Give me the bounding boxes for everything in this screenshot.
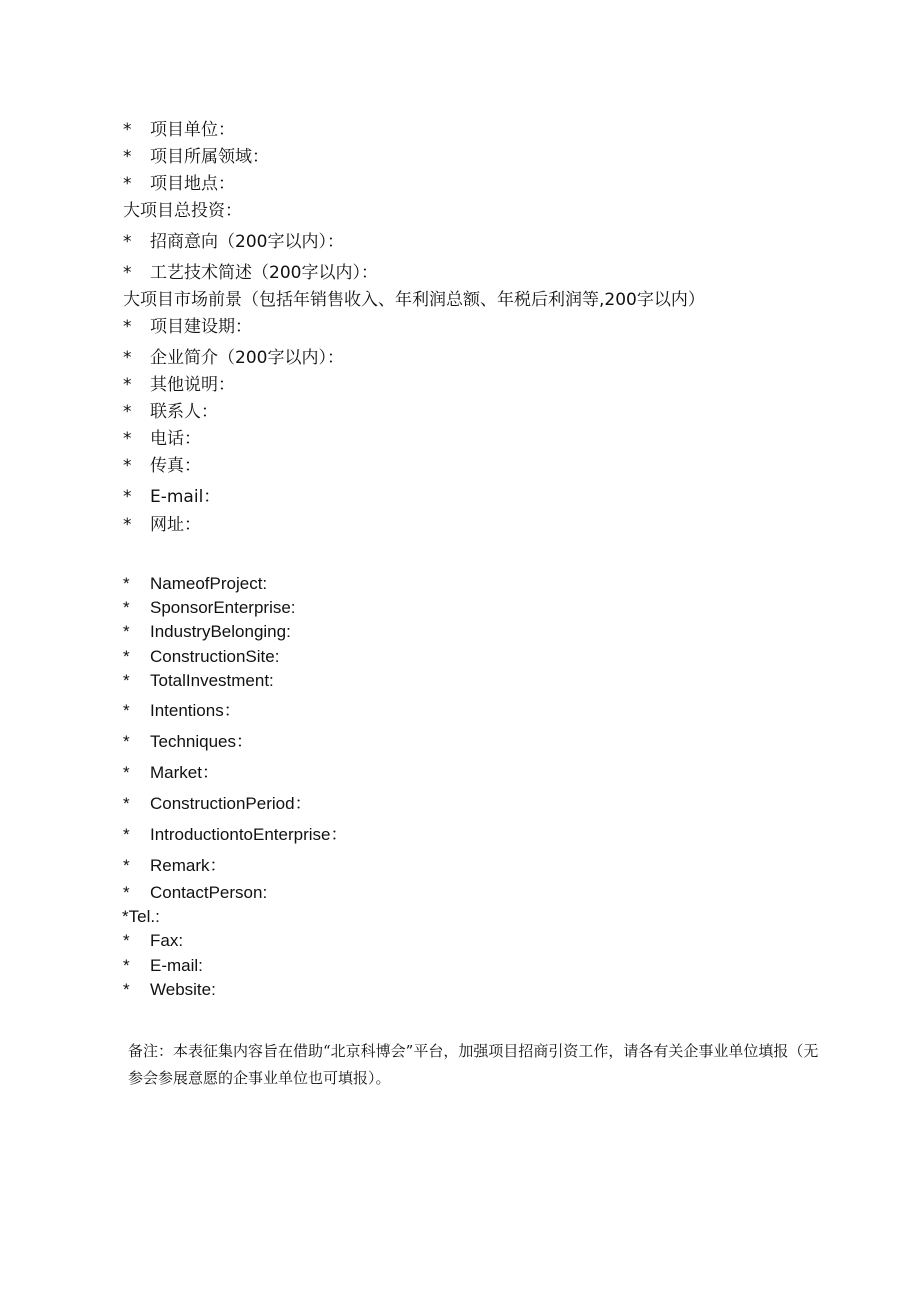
en-field-item (123, 700, 241, 722)
bullet-star: * (123, 647, 130, 666)
field-label: 电话： (150, 429, 201, 449)
en-field-item (123, 670, 274, 692)
bullet-star: * (123, 732, 130, 751)
field-label: Intentions： (150, 701, 241, 720)
bullet-star: * (123, 622, 130, 641)
field-label: SponsorEnterprise: (150, 598, 296, 617)
bullet-star: * (123, 980, 130, 999)
field-label: ConstructionPeriod： (150, 794, 312, 813)
bullet-star: * (123, 931, 130, 950)
bullet-star: * (123, 825, 130, 844)
field-label: 传真： (150, 456, 201, 476)
cn-field-item (123, 231, 344, 253)
bullet-star: * (123, 429, 132, 449)
cn-field-item (123, 347, 344, 369)
bullet-star: * (123, 956, 130, 975)
cn-field-item (123, 289, 705, 311)
cn-field-item (123, 119, 235, 141)
cn-field-item (123, 486, 220, 508)
bullet-star: * (123, 598, 130, 617)
field-label: Fax: (150, 931, 184, 950)
field-label: NameofProject: (150, 574, 268, 593)
bullet-star: * (123, 456, 132, 476)
field-label: 工艺技术简述（200字以内）： (150, 263, 378, 283)
bullet-star: * (123, 671, 130, 690)
bullet-star: * (123, 515, 132, 535)
en-field-item (123, 955, 203, 977)
bullet-star: * (123, 883, 130, 902)
bullet-star: * (123, 147, 132, 167)
en-field-item (123, 646, 279, 668)
en-field-item (123, 762, 219, 784)
bullet-star: * (123, 763, 130, 782)
field-label: 项目地点： (150, 174, 235, 194)
cn-field-item (123, 455, 201, 477)
field-label: ConstructionSite: (150, 647, 280, 666)
cn-field-item (123, 146, 269, 168)
field-label: Market： (150, 763, 219, 782)
cn-field-item (123, 374, 235, 396)
bullet-star: * (123, 317, 132, 337)
bullet-star: * (123, 120, 132, 140)
field-label: Website: (150, 980, 216, 999)
en-field-item (122, 906, 160, 928)
en-field-item (123, 930, 183, 952)
field-label: IntroductiontoEnterprise： (150, 825, 348, 844)
en-field-item (123, 793, 312, 815)
cn-field-item (123, 316, 252, 338)
field-label: 联系人： (150, 402, 218, 422)
field-label: IndustryBelonging: (150, 622, 291, 641)
en-field-item (123, 621, 291, 643)
field-label: TotalInvestment: (150, 671, 274, 690)
bullet-star: * (123, 487, 132, 507)
field-label: 大项目市场前景（包括年销售收入、年利润总额、年税后利润等,200字以内） (123, 290, 705, 310)
field-label: 项目所属领域： (150, 147, 269, 167)
field-label: 企业简介（200字以内）： (150, 348, 344, 368)
field-label: E-mail： (150, 487, 221, 507)
en-field-item (123, 979, 216, 1001)
en-field-item (123, 882, 267, 904)
field-label: E-mail: (150, 956, 203, 975)
bullet-star: * (123, 794, 130, 813)
field-label: Remark： (150, 856, 227, 875)
en-field-item (123, 573, 267, 595)
field-label: 其他说明： (150, 375, 235, 395)
cn-field-item (123, 514, 201, 536)
en-field-item (123, 855, 227, 877)
field-label: 大项目总投资： (123, 201, 242, 221)
en-field-item (123, 597, 296, 619)
en-field-item (123, 824, 348, 846)
bullet-star: * (123, 174, 132, 194)
bullet-star: * (123, 402, 132, 422)
cn-field-item (123, 173, 235, 195)
cn-field-item (123, 200, 242, 222)
cn-field-item (123, 401, 218, 423)
remark-note: 备注：本表征集内容旨在借助“北京科博会”平台，加强项目招商引资工作，请各有关企事业单位填报（无参会参展意愿的企事业单位也可填报）。 (128, 1042, 819, 1087)
bullet-star: * (123, 701, 130, 720)
field-label: 网址： (150, 515, 201, 535)
field-label: 招商意向（200字以内）： (150, 232, 344, 252)
bullet-star: * (123, 263, 132, 283)
field-label: 项目建设期： (150, 317, 252, 337)
field-label: 项目单位： (150, 120, 235, 140)
bullet-star: * (123, 574, 130, 593)
field-label: *Tel.: (122, 907, 160, 926)
cn-field-item (123, 428, 201, 450)
bullet-star: * (123, 375, 132, 395)
cn-field-item (123, 262, 378, 284)
en-field-item (123, 731, 253, 753)
bullet-star: * (123, 232, 132, 252)
bullet-star: * (123, 348, 132, 368)
bullet-star: * (123, 856, 130, 875)
field-label: ContactPerson: (150, 883, 268, 902)
field-label: Techniques： (150, 732, 254, 751)
